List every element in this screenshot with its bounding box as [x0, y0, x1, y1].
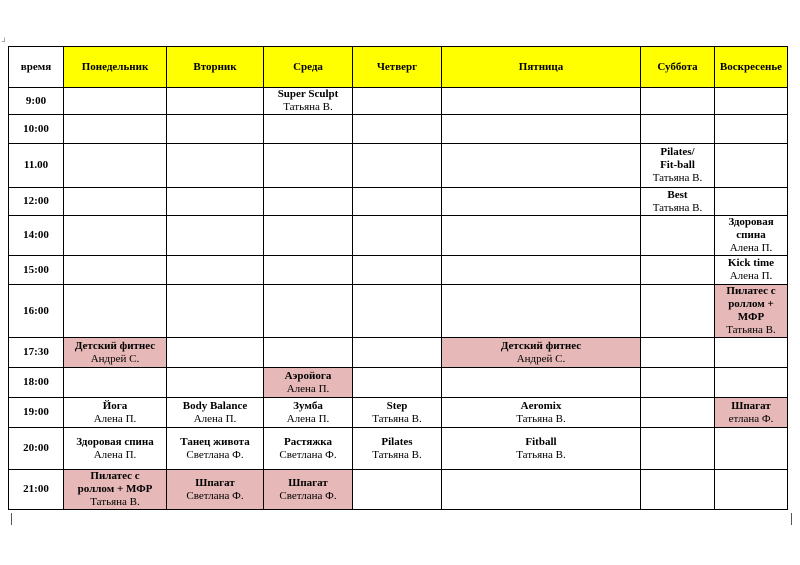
class-trainer: Татьяна В.	[652, 201, 703, 214]
class-title: Body Balance	[182, 399, 248, 412]
time-cell: 11.00	[9, 144, 64, 188]
class-title: Детский фитнес	[500, 339, 582, 352]
schedule-cell-wednesday	[264, 285, 353, 338]
schedule-cell-saturday	[641, 188, 715, 216]
schedule-body	[9, 88, 788, 510]
schedule-cell-monday	[64, 428, 167, 470]
schedule-cell-sunday	[715, 115, 788, 144]
schedule-cell-wednesday	[264, 216, 353, 256]
class-trainer: Татьяна В.	[90, 496, 140, 508]
schedule-cell-wednesday	[264, 338, 353, 368]
schedule-cell-friday	[442, 285, 641, 338]
class-title: Здоровая спина	[76, 435, 154, 448]
schedule-cell-thursday	[353, 188, 442, 216]
schedule-cell-monday	[64, 115, 167, 144]
header-row	[9, 47, 788, 88]
schedule-cell-sunday	[715, 470, 788, 510]
schedule-cell-friday	[442, 368, 641, 398]
schedule-cell-sunday	[715, 216, 788, 256]
class-trainer: Татьяна В.	[283, 101, 333, 113]
schedule-cell-friday	[442, 144, 641, 188]
class-trainer: Алена П.	[729, 242, 773, 254]
header-friday: Пятница	[442, 47, 641, 88]
schedule-table	[8, 46, 788, 510]
schedule-cell-thursday	[353, 398, 442, 428]
page-edge-mark-right	[791, 513, 792, 525]
schedule-cell-wednesday	[264, 188, 353, 216]
class-trainer: Алена П.	[93, 448, 137, 461]
schedule-cell-monday	[64, 285, 167, 338]
time-cell: 20:00	[9, 428, 64, 470]
schedule-cell-saturday	[641, 256, 715, 285]
header-tuesday: Вторник	[167, 47, 264, 88]
schedule-cell-tuesday	[167, 115, 264, 144]
class-title: Best	[667, 188, 688, 201]
schedule-cell-monday	[64, 338, 167, 368]
class-trainer: Светлана Ф.	[279, 489, 337, 502]
schedule-row	[9, 88, 788, 115]
schedule-cell-monday	[64, 188, 167, 216]
class-trainer: Алена П.	[729, 270, 773, 282]
schedule-cell-tuesday	[167, 285, 264, 338]
class-trainer: Татьяна В.	[516, 448, 566, 461]
class-title: Йога	[102, 399, 128, 412]
schedule-cell-monday	[64, 470, 167, 510]
page-edge-mark-left	[11, 513, 12, 525]
schedule-cell-monday	[64, 398, 167, 428]
time-cell: 21:00	[9, 470, 64, 510]
schedule-cell-friday	[442, 88, 641, 115]
schedule-cell-thursday	[353, 285, 442, 338]
schedule-row	[9, 398, 788, 428]
schedule-cell-saturday	[641, 115, 715, 144]
schedule-cell-thursday	[353, 88, 442, 115]
time-cell: 10:00	[9, 115, 64, 144]
schedule-row	[9, 216, 788, 256]
class-title: Step	[386, 399, 408, 412]
schedule-cell-tuesday	[167, 470, 264, 510]
schedule-cell-wednesday	[264, 398, 353, 428]
class-title: Детский фитнес	[74, 339, 156, 352]
schedule-cell-sunday	[715, 338, 788, 368]
class-trainer: Татьяна В.	[652, 172, 703, 184]
schedule-cell-tuesday	[167, 88, 264, 115]
class-title: Зумба	[293, 399, 323, 412]
class-trainer: Андрей С.	[90, 352, 140, 365]
schedule-cell-wednesday	[264, 256, 353, 285]
schedule-row	[9, 368, 788, 398]
schedule-cell-saturday	[641, 368, 715, 398]
class-title: Aeromix	[520, 399, 562, 412]
schedule-cell-friday	[442, 115, 641, 144]
schedule-cell-tuesday	[167, 428, 264, 470]
schedule-cell-monday	[64, 216, 167, 256]
schedule-cell-saturday	[641, 428, 715, 470]
schedule-row	[9, 338, 788, 368]
schedule-cell-sunday	[715, 398, 788, 428]
schedule-cell-saturday	[641, 88, 715, 115]
class-title: Пилатес с роллом + МФР	[726, 285, 776, 323]
class-trainer: Светлана Ф.	[279, 448, 337, 461]
schedule-cell-saturday	[641, 470, 715, 510]
schedule-cell-monday	[64, 368, 167, 398]
schedule-cell-sunday	[715, 256, 788, 285]
schedule-cell-tuesday	[167, 398, 264, 428]
header-wednesday: Среда	[264, 47, 353, 88]
class-trainer: Татьяна В.	[726, 324, 776, 336]
page-corner-mark: ┘	[2, 38, 7, 46]
class-trainer: Татьяна В.	[372, 412, 422, 425]
class-title: Пилатес с роллом + МФР	[77, 470, 153, 495]
class-title: Pilates	[381, 435, 413, 448]
schedule-cell-thursday	[353, 256, 442, 285]
schedule-cell-saturday	[641, 144, 715, 188]
schedule-cell-thursday	[353, 368, 442, 398]
class-trainer: Светлана Ф.	[186, 448, 244, 461]
schedule-cell-wednesday	[264, 368, 353, 398]
schedule-cell-tuesday	[167, 144, 264, 188]
schedule-cell-wednesday	[264, 144, 353, 188]
schedule-cell-tuesday	[167, 188, 264, 216]
schedule-cell-tuesday	[167, 256, 264, 285]
schedule-cell-saturday	[641, 338, 715, 368]
schedule-cell-monday	[64, 256, 167, 285]
schedule-cell-tuesday	[167, 216, 264, 256]
schedule-cell-saturday	[641, 398, 715, 428]
schedule-cell-sunday	[715, 428, 788, 470]
schedule-cell-friday	[442, 428, 641, 470]
schedule-cell-monday	[64, 144, 167, 188]
schedule-cell-tuesday	[167, 368, 264, 398]
schedule-row	[9, 115, 788, 144]
class-trainer: Алена П.	[286, 412, 330, 425]
class-trainer: Алена П.	[286, 382, 330, 395]
schedule-cell-thursday	[353, 115, 442, 144]
time-cell: 18:00	[9, 368, 64, 398]
header-thursday: Четверг	[353, 47, 442, 88]
time-cell: 16:00	[9, 285, 64, 338]
schedule-row	[9, 144, 788, 188]
schedule-cell-monday	[64, 88, 167, 115]
class-title: Fitball	[525, 435, 557, 448]
schedule-cell-sunday	[715, 188, 788, 216]
time-cell: 15:00	[9, 256, 64, 285]
schedule-row	[9, 256, 788, 285]
schedule-cell-sunday	[715, 144, 788, 188]
schedule-cell-sunday	[715, 285, 788, 338]
schedule-cell-friday	[442, 398, 641, 428]
schedule-row	[9, 188, 788, 216]
time-cell: 14:00	[9, 216, 64, 256]
schedule-cell-thursday	[353, 144, 442, 188]
header-saturday: Суббота	[641, 47, 715, 88]
schedule-cell-friday	[442, 188, 641, 216]
schedule-cell-thursday	[353, 470, 442, 510]
schedule-cell-saturday	[641, 285, 715, 338]
class-trainer: Алена П.	[193, 412, 237, 425]
schedule-cell-wednesday	[264, 115, 353, 144]
schedule-cell-wednesday	[264, 428, 353, 470]
schedule-cell-friday	[442, 216, 641, 256]
class-title: Super Sculpt	[277, 88, 339, 100]
class-title: Шпагат	[288, 476, 328, 489]
class-title: Растяжка	[284, 435, 332, 448]
schedule-row	[9, 285, 788, 338]
time-cell: 12:00	[9, 188, 64, 216]
schedule-cell-tuesday	[167, 338, 264, 368]
class-title: Шпагат	[731, 399, 771, 412]
class-title: Шпагат	[195, 476, 235, 489]
class-trainer: етлана Ф.	[728, 412, 774, 425]
schedule-cell-friday	[442, 338, 641, 368]
class-title: Аэройога	[284, 369, 332, 382]
header-monday: Понедельник	[64, 47, 167, 88]
schedule-row	[9, 470, 788, 510]
class-title: Здоровая спина	[728, 216, 774, 241]
schedule-cell-saturday	[641, 216, 715, 256]
time-cell: 19:00	[9, 398, 64, 428]
class-title: Pilates/ Fit-ball	[660, 146, 695, 171]
header-time: время	[9, 47, 64, 88]
header-sunday: Воскресенье	[715, 47, 788, 88]
class-title: Танец живота	[180, 435, 250, 448]
schedule-cell-wednesday	[264, 470, 353, 510]
schedule-cell-friday	[442, 470, 641, 510]
schedule-cell-sunday	[715, 88, 788, 115]
schedule-cell-thursday	[353, 216, 442, 256]
class-trainer: Татьяна В.	[516, 412, 566, 425]
time-cell: 17:30	[9, 338, 64, 368]
class-trainer: Андрей С.	[516, 352, 566, 365]
class-title: Kick time	[727, 257, 775, 269]
schedule-row	[9, 428, 788, 470]
schedule-cell-sunday	[715, 368, 788, 398]
schedule-cell-thursday	[353, 428, 442, 470]
schedule-cell-wednesday	[264, 88, 353, 115]
class-trainer: Алена П.	[93, 412, 137, 425]
time-cell: 9:00	[9, 88, 64, 115]
schedule-cell-thursday	[353, 338, 442, 368]
class-trainer: Татьяна В.	[372, 448, 422, 461]
class-trainer: Светлана Ф.	[186, 489, 244, 502]
schedule-cell-friday	[442, 256, 641, 285]
